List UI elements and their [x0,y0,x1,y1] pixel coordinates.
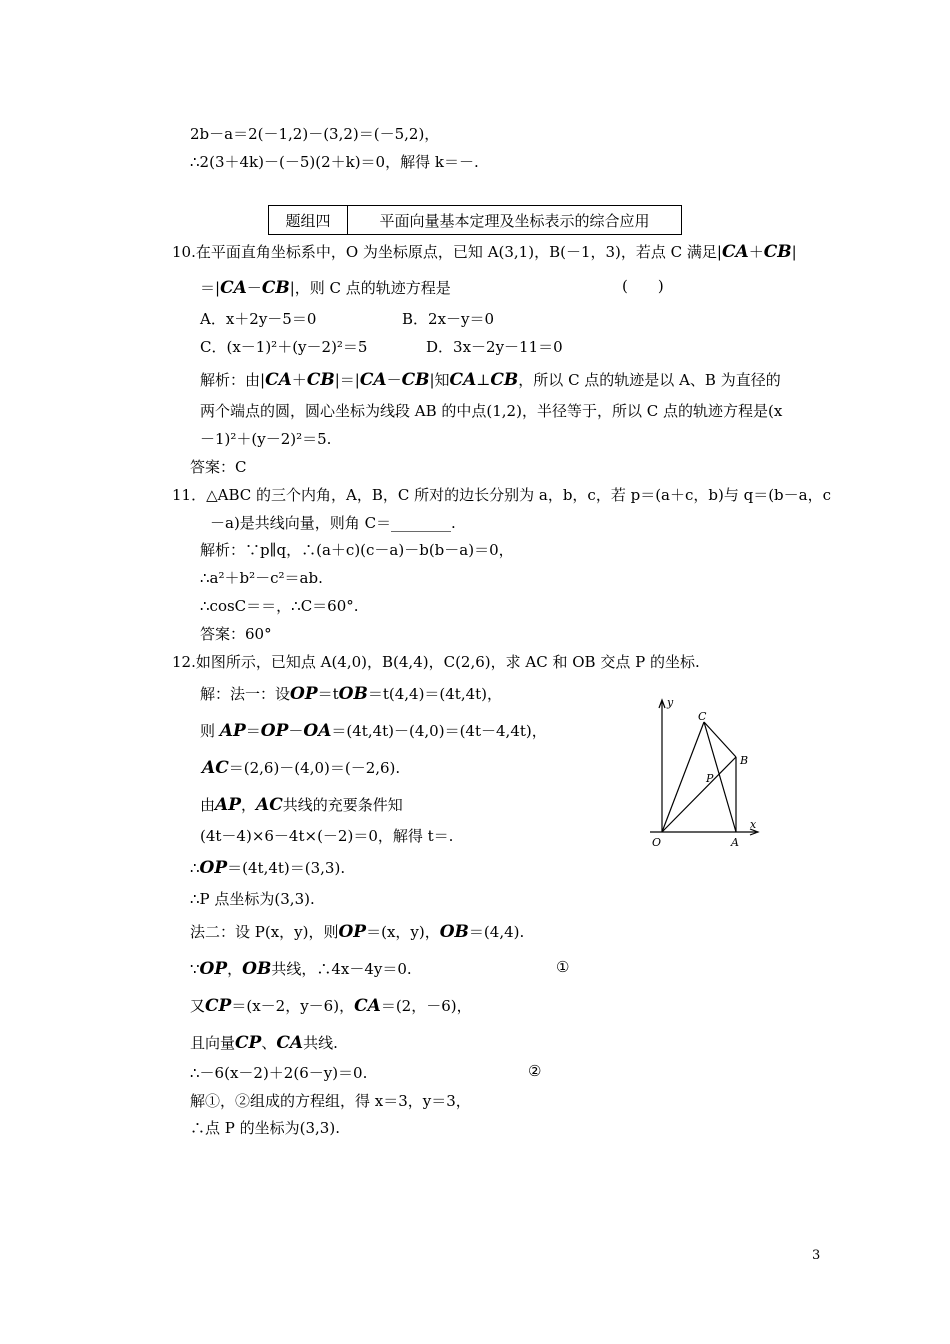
q12-m1: 解：法一：设OP＝tOB＝t(4,4)＝(4t,4t)， [200,684,503,704]
q12-n5: ∴－6(x－2)＋2(6－y)＝0. [190,1064,368,1082]
q10-solution-line1: 解析：由|CA＋CB|＝|CA－CB|知CA⊥CB，所以 C 点的轨迹是以 A、B 为直径的 [200,370,781,390]
q12-m2: 则 AP＝OP－OA＝(4t,4t)－(4,0)＝(4t－4,4t)， [200,721,547,741]
q12-n4: 且向量CP、CA共线. [190,1033,338,1053]
label-x: x [750,818,757,831]
eq-line-1: 2b－a＝2(－1,2)－(3,2)＝(－5,2)， [190,125,440,143]
q10-solution-line2: 两个端点的圆，圆心坐标为线段 AB 的中点(1,2)，半径等于，所以 C 点的轨迹方程是(x [200,402,783,420]
label-o: O [652,836,662,849]
q10-bracket: ( ) [622,277,664,295]
segment-oc [662,722,704,832]
eq-line-2: ∴2(3＋4k)－(－5)(2＋k)＝0，解得 k＝－. [190,153,479,171]
label-y: y [667,696,674,709]
label-c: C [698,710,707,723]
q10-line1: 10.在平面直角坐标系中，O 为坐标原点，已知 A(3,1)，B(－1，3)，若点 C 满足|CA＋CB| [172,242,797,262]
q10-answer: 答案：C [190,458,247,476]
q12-m5: (4t－4)×6－4t×(－2)＝0，解得 t＝. [200,827,454,845]
section-label: 题组四 [269,206,348,234]
q11-line2: －a)是共线向量，则角 C＝________. [210,514,456,532]
q12-m3: AC＝(2,6)－(4,0)＝(－2,6). [202,758,401,778]
q12-n2: ∵OP，OB共线，∴4x－4y＝0. [190,959,412,979]
label-b: B [740,754,749,767]
q10-option-c: C．(x－1)²＋(y－2)²＝5 [200,338,368,356]
section-title: 平面向量基本定理及坐标表示的综合应用 [379,211,650,230]
q11-line1: 11．△ABC 的三个内角，A，B，C 所对的边长分别为 a，b，c，若 p＝(a＋c，b)与 q＝(b－a，c [172,486,832,504]
q12-marker-2: ② [528,1062,542,1080]
q10-solution-line3: －1)²＋(y－2)²＝5. [200,430,332,448]
q12-n3: 又CP＝(x－2，y－6)，CA＝(2，－6)， [190,996,472,1016]
q11-solution-line3: ∴cosC＝＝，∴C＝60°. [200,597,359,615]
geometry-figure [640,692,770,852]
q11-solution-line1: 解析：∵p∥q，∴(a＋c)(c－a)－b(b－a)＝0， [200,541,514,559]
q10-option-d: D．3x－2y－11＝0 [426,338,563,356]
label-p: P [706,772,714,785]
q10-option-b: B．2x－y＝0 [402,310,495,328]
q12-line1: 12.如图所示，已知点 A(4,0)，B(4,4)，C(2,6)，求 AC 和 OB 交点 P 的坐标. [172,653,700,671]
q12-m7: ∴P 点坐标为(3,3). [190,890,315,908]
q12-m6: ∴OP＝(4t,4t)＝(3,3). [190,858,346,878]
q10-line2: ＝|CA－CB|，则 C 点的轨迹方程是 [200,278,451,298]
q10-option-a: A．x＋2y－5＝0 [200,310,317,328]
q12-n6: 解①，②组成的方程组，得 x＝3，y＝3， [190,1092,471,1110]
q11-answer: 答案：60° [200,625,272,643]
q12-m4: 由AP，AC共线的充要条件知 [200,795,403,815]
q12-n1: 法二：设 P(x，y)，则OP＝(x，y)，OB＝(4,4). [190,922,525,942]
q12-n7: ∴点 P 的坐标为(3,3). [190,1119,340,1137]
section-header-box [268,205,682,235]
q11-solution-line2: ∴a²＋b²－c²＝ab. [200,569,323,587]
label-a: A [731,836,739,849]
page-number: 3 [812,1248,821,1263]
q12-marker-1: ① [556,958,570,976]
